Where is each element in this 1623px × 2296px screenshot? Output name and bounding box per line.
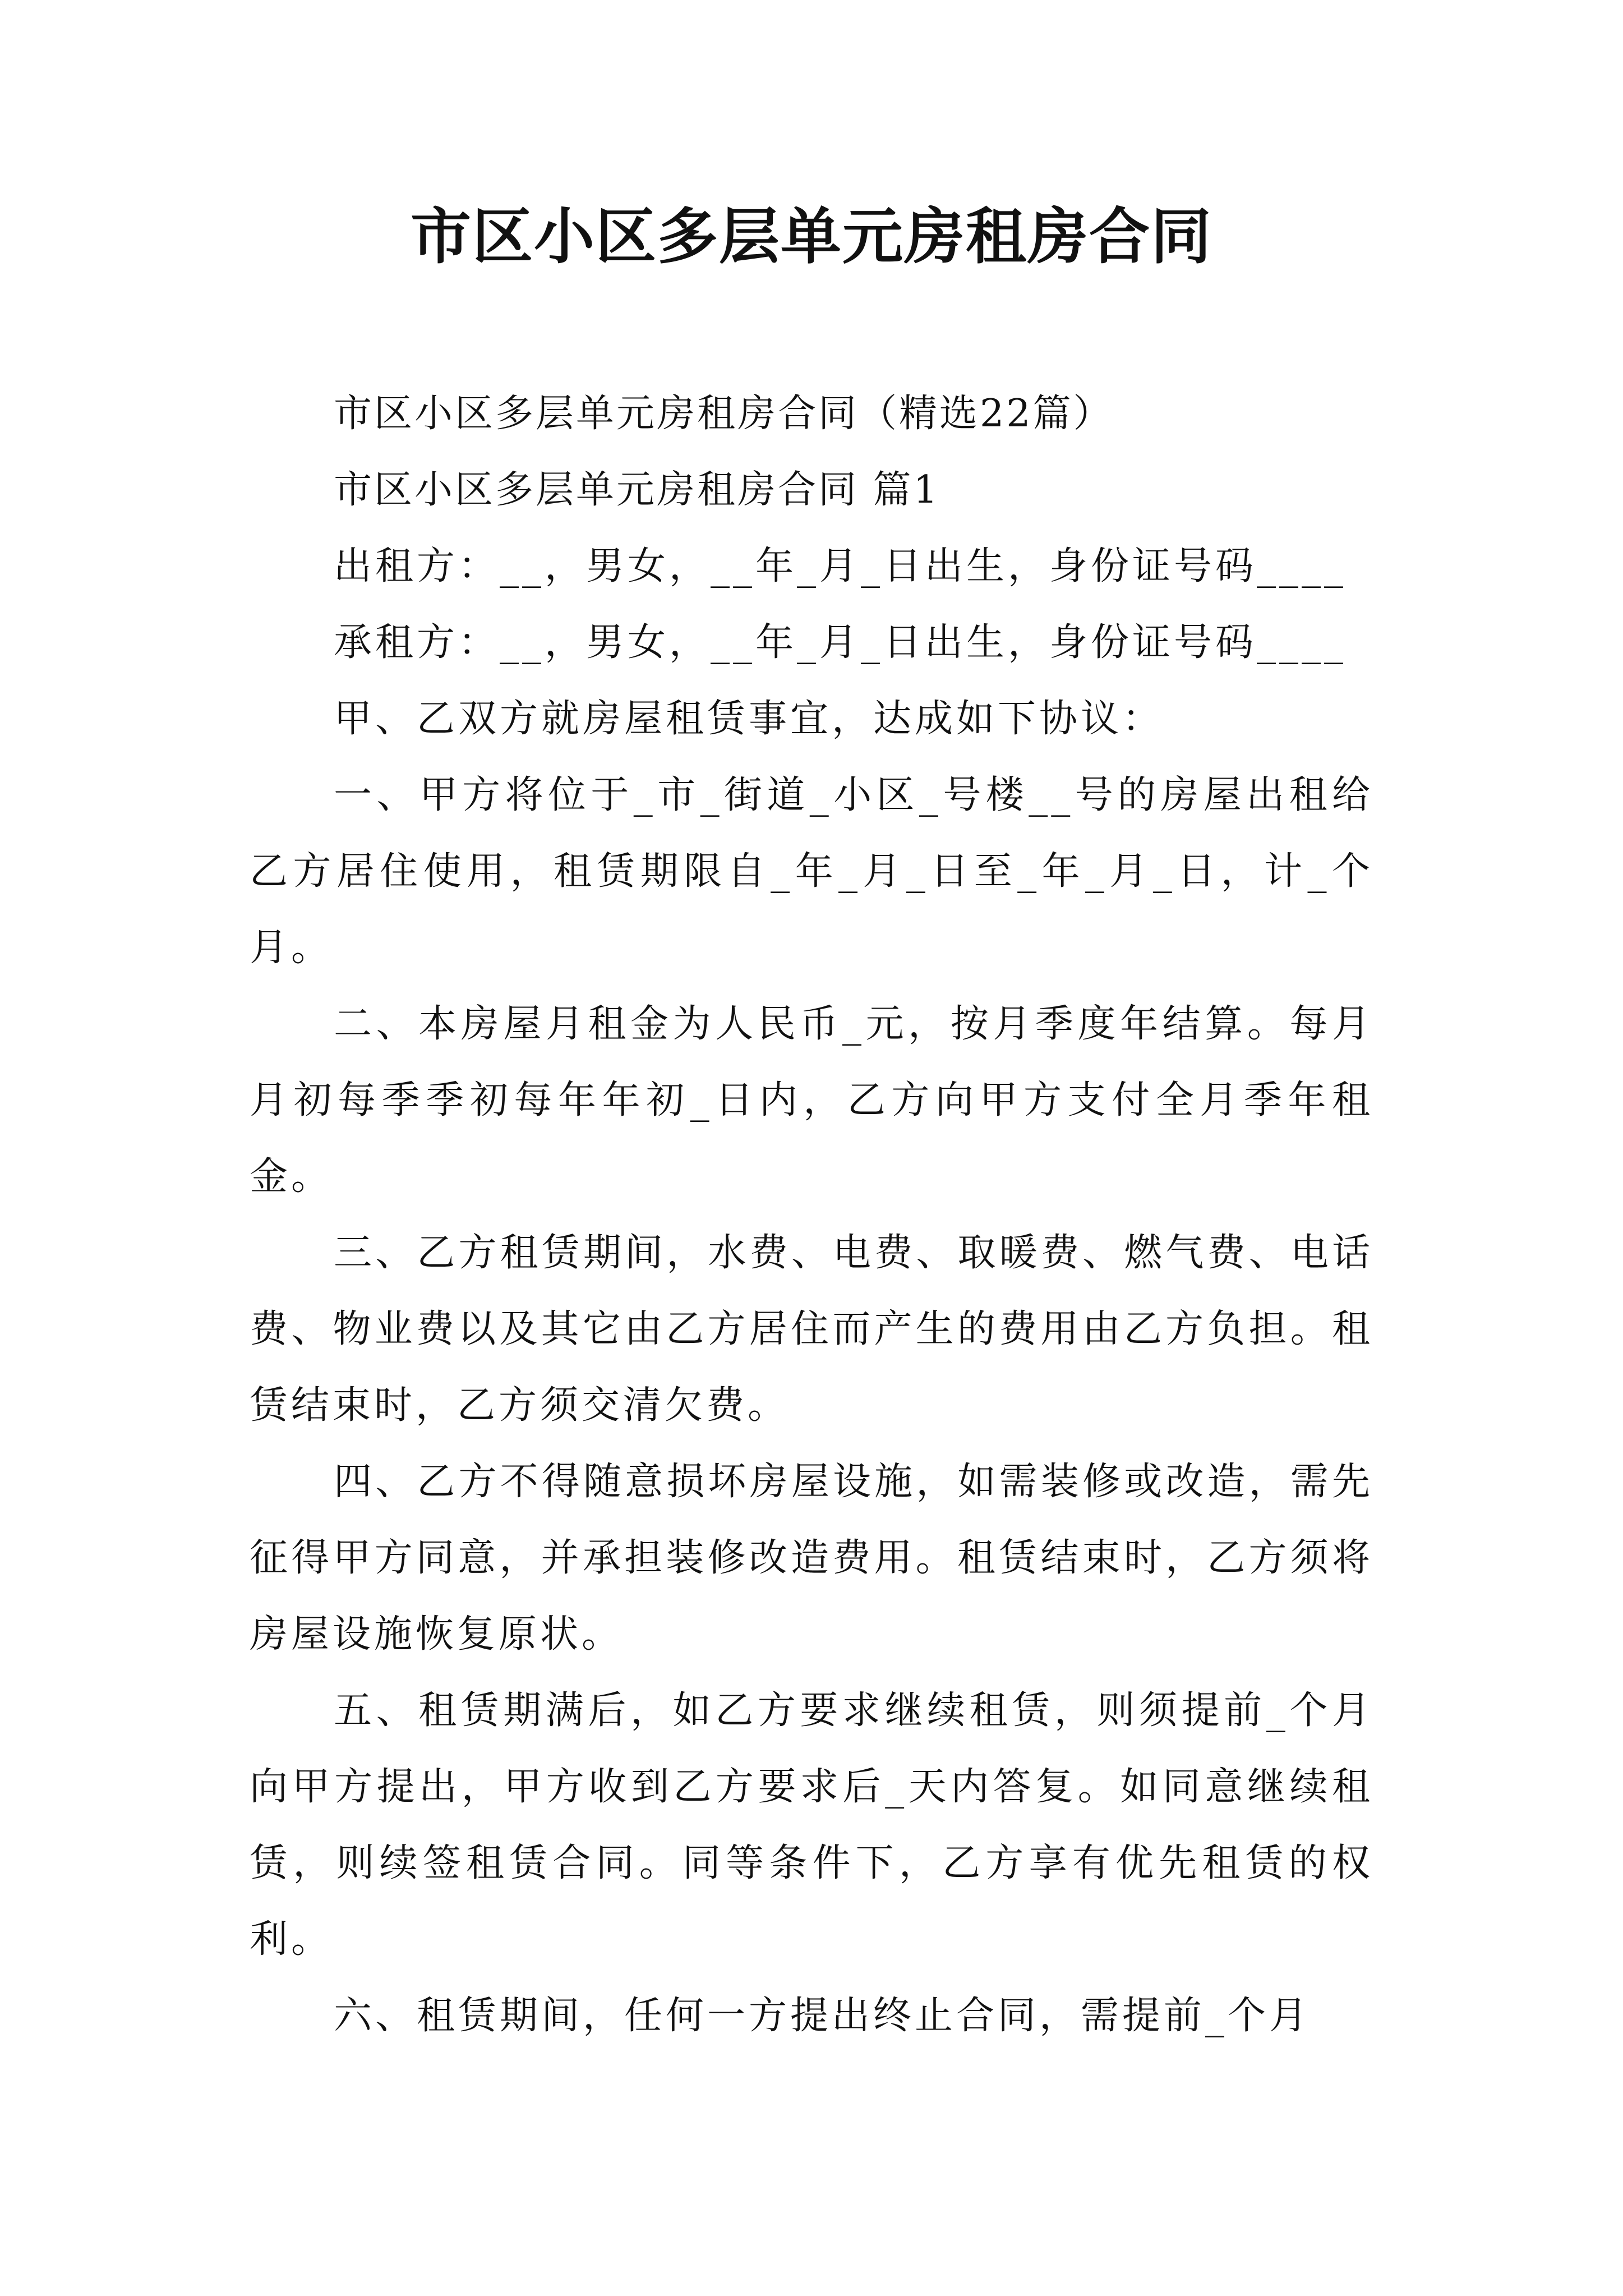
clause-6: 六、租赁期间，任何一方提出终止合同，需提前_个月 (334, 1994, 1311, 2038)
section-heading: 市区小区多层单元房租房合同 篇1 (334, 468, 940, 512)
clause-4: 四、乙方不得随意损坏房屋设施，如需装修或改造，需先征得甲方同意，并承担装修改造费用。租赁结束时，乙方须将房屋设施恢复原状。 (250, 1460, 1373, 1657)
clause-3: 三、乙方租赁期间，水费、电费、取暖费、燃气费、电话费、物业费以及其它由乙方居住而产生的费用由乙方负担。租赁结束时，乙方须交清欠费。 (250, 1231, 1373, 1428)
document-body (250, 376, 1373, 2054)
subtitle-paragraph: 市区小区多层单元房租房合同（精选22篇） (334, 392, 1114, 436)
lessor-line: 出租方：__，男女，__年_月_日出生，身份证号码____ (334, 544, 1347, 588)
lessee-line: 承租方：__，男女，__年_月_日出生，身份证号码____ (334, 620, 1347, 665)
agreement-intro: 甲、乙双方就房屋租赁事宜，达成如下协议： (334, 697, 1164, 741)
clause-1: 一、甲方将位于_市_街道_小区_号楼__号的房屋出租给乙方居住使用，租赁期限自_年_月_日至_年_月_日，计_个月。 (250, 773, 1373, 970)
clause-5: 五、租赁期满后，如乙方要求继续租赁，则须提前_个月向甲方提出，甲方收到乙方要求后_天内答复。如同意继续租赁，则续签租赁合同。同等条件下，乙方享有优先租赁的权利。 (250, 1688, 1373, 1962)
document-title: 市区小区多层单元房租房合同 (410, 201, 1212, 272)
clause-2: 二、本房屋月租金为人民币_元，按月季度年结算。每月月初每季季初每年年初_日内，乙方向甲方支付全月季年租金。 (250, 1002, 1373, 1199)
